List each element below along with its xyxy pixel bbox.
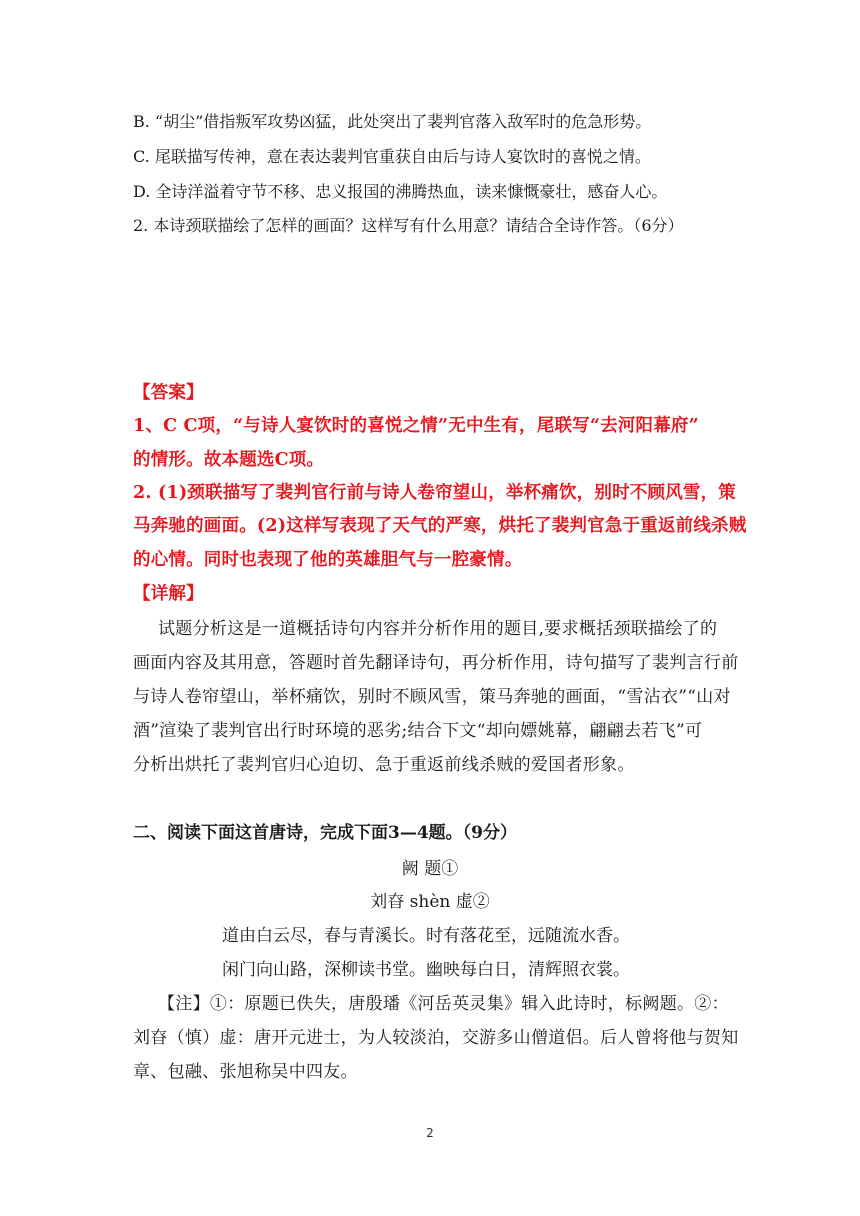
note-line: 【注】①：原题已佚失，唐殷璠《河岳英灵集》辑入此诗时，标阙题。②：: [158, 994, 729, 1014]
answer-line: 2. (1)颈联描写了裴判官行前与诗人卷帘望山，举杯痛饮，别时不顾风雪，策: [133, 483, 736, 503]
detail-line: 与诗人卷帘望山，举杯痛饮，别时不顾风雪，策马奔驰的画面，“雪沾衣”“山对: [133, 687, 731, 707]
poem-title: 阙 题①: [401, 859, 459, 879]
note-line: 刘昚（慎）虚：唐开元进士，为人较淡泊，交游多山僧道侣。后人曾将他与贺知: [133, 1028, 739, 1048]
poem-line: 闲门向山路，深柳读书堂。幽映每白日，清辉照衣裳。: [222, 960, 630, 980]
section-heading: 二、阅读下面这首唐诗，完成下面3—4题。（9分）: [133, 823, 517, 843]
answer-line: 的心情。同时也表现了他的英雄胆气与一腔豪情。: [133, 550, 523, 570]
detail-line: 分析出烘托了裴判官归心迫切、急于重返前线杀贼的爱国者形象。: [133, 755, 635, 775]
detail-line: 画面内容及其用意，答题时首先翻译诗句，再分析作用，诗句描写了裴判言行前: [133, 653, 739, 673]
answer-line: 马奔驰的画面。(2)这样写表现了天气的严寒，烘托了裴判官急于重返前线杀贼: [133, 516, 747, 536]
page-number: 2: [426, 1126, 434, 1140]
detail-heading: 【详解】: [133, 584, 204, 604]
option-d: D. 全诗洋溢着守节不移、忠义报国的沸腾热血，读来慷慨豪壮，感奋人心。: [133, 182, 668, 201]
option-b: B. “胡尘”借指叛军攻势凶猛，此处突出了裴判官落入敌军时的危急形势。: [133, 112, 652, 131]
answer-heading: 【答案】: [133, 383, 204, 403]
note-line: 章、包融、张旭称吴中四友。: [133, 1062, 358, 1082]
poem-author: 刘昚 shèn 虚②: [370, 892, 490, 912]
question-2: 2. 本诗颈联描绘了怎样的画面？这样写有什么用意？请结合全诗作答。（6分）: [133, 216, 684, 235]
detail-line: 试题分析这是一道概括诗句内容并分析作用的题目,要求概括颈联描绘了的: [158, 619, 718, 639]
answer-line: 1、C C项，“与诗人宴饮时的喜悦之情”无中生有，尾联写“去河阳幕府”: [133, 416, 699, 436]
option-c: C. 尾联描写传神，意在表达裴判官重获自由后与诗人宴饮时的喜悦之情。: [133, 147, 651, 166]
poem-line: 道由白云尽，春与青溪长。时有落花至，远随流水香。: [222, 926, 630, 946]
answer-line: 的情形。故本题选C项。: [133, 450, 325, 470]
detail-line: 酒”渲染了裴判官出行时环境的恶劣;结合下文“却向嫖姚幕，翩翩去若飞”可: [133, 721, 703, 741]
